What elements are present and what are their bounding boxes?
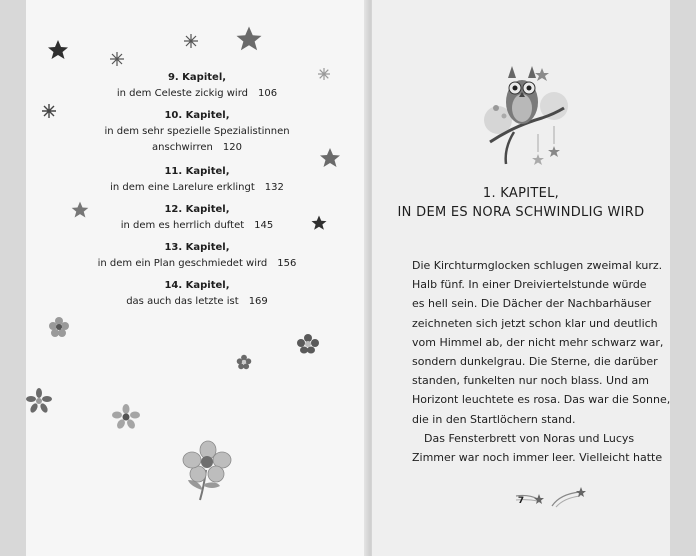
body-line: standen, funkelten nur noch blass. Und am: [412, 374, 650, 388]
flower-icon: [26, 388, 52, 414]
body-line: die in den Startlöchern stand.: [412, 412, 576, 426]
toc-entry: [26, 278, 368, 310]
toc-entry: [26, 164, 368, 196]
flower-icon: [236, 354, 252, 370]
toc-entry-line: in dem eine Larelure erklingt 132: [110, 182, 284, 193]
toc-entry-line: in dem sehr spezielle Spezialistinnen: [104, 126, 290, 137]
toc-entry-line: in dem es herrlich duftet 145: [120, 220, 274, 231]
toc-entry-line: anschwirren 120: [152, 142, 242, 153]
body-line: vom Himmel ab, der nicht mehr schwarz war,: [412, 335, 664, 349]
body-line: es hell sein. Die Dächer der Nachbarhäuser: [412, 297, 652, 311]
toc-chapter-label: 11. Kapitel,: [164, 166, 230, 177]
left-page: [26, 0, 368, 556]
page-number: 7: [517, 496, 525, 506]
body-line: Das Fensterbrett von Noras und Lucys: [424, 431, 635, 445]
chapter-title-line-1: 1. KAPITEL,: [482, 186, 560, 201]
toc-entry-line: das auch das letzte ist 169: [126, 296, 268, 307]
star-icon: [46, 38, 70, 62]
body-line: zeichneten sich jetzt schon klar und deutlich: [412, 316, 658, 330]
toc-entry: [26, 108, 368, 156]
body-line: sondern dunkelgrau. Die Sterne, die darüber: [412, 355, 658, 369]
toc-chapter-label: 12. Kapitel,: [164, 204, 230, 215]
toc-page-number: 145: [254, 220, 274, 231]
toc-chapter-label: 9. Kapitel,: [167, 72, 227, 83]
flower-icon: [180, 440, 236, 504]
flower-icon: [296, 334, 320, 354]
body-line: Halb fünf. In einer Dreiviertelstunde würde: [412, 278, 647, 292]
owl-illustration: [484, 56, 568, 168]
toc-entry: [26, 70, 368, 102]
sparkle-icon: [110, 52, 124, 66]
toc-page-number: 106: [258, 88, 278, 99]
sparkle-icon: [184, 34, 198, 48]
toc-entry-line: in dem Celeste zickig wird 106: [116, 88, 278, 99]
body-line: Horizont leuchtete es rosa. Das war die Sonne,: [412, 393, 671, 407]
chapter-title-line-2: IN DEM ES NORA SCHWINDLIG WIRD: [397, 205, 645, 220]
toc-page-number: 120: [222, 142, 242, 153]
star-icon: [234, 24, 264, 54]
toc-entry: [26, 202, 368, 234]
body-line: Zimmer war noch immer leer. Vielleicht hatte: [412, 451, 663, 465]
toc-entry: [26, 240, 368, 272]
toc-entry-line: in dem ein Plan geschmiedet wird 156: [97, 258, 297, 269]
toc-page-number: 169: [248, 296, 268, 307]
toc-page-number: 156: [277, 258, 297, 269]
flower-icon: [48, 316, 70, 338]
flower-icon: [112, 404, 140, 430]
body-line: Die Kirchturmglocken schlugen zweimal kurz.: [412, 259, 663, 272]
toc-page-number: 132: [264, 182, 284, 193]
chapter-body: [412, 256, 671, 467]
toc-chapter-label: 14. Kapitel,: [164, 280, 230, 291]
toc-chapter-label: 13. Kapitel,: [164, 242, 230, 253]
toc-chapter-label: 10. Kapitel,: [164, 110, 230, 121]
right-page: [372, 0, 670, 556]
